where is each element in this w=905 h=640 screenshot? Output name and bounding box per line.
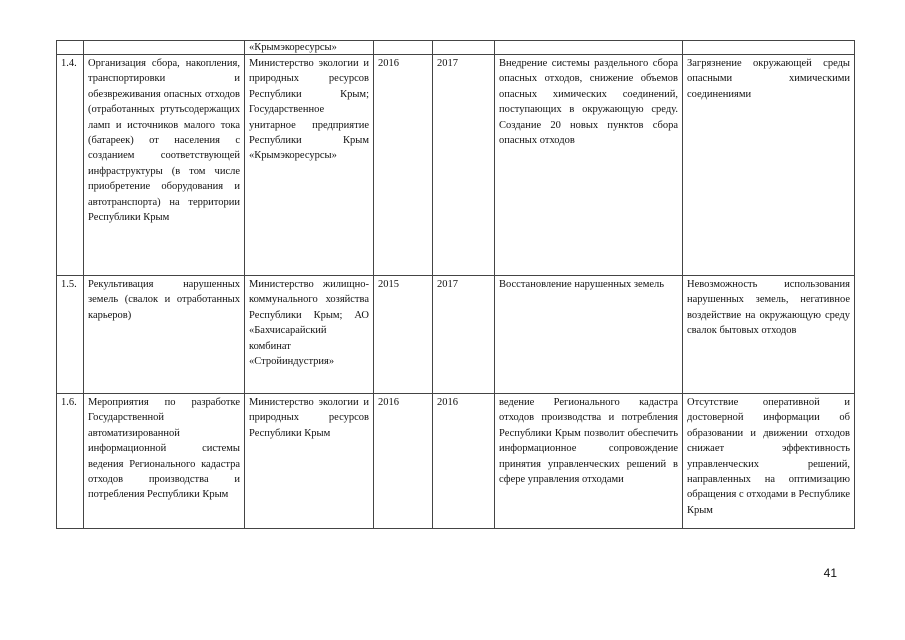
row-number-cell (57, 41, 84, 55)
row-number-cell: 1.5. (57, 276, 84, 394)
end-year-cell: 2017 (433, 55, 495, 276)
activity-cell: Организация сбора, накопления, транспортировки и обезвреживания опасных отходов (отработанных ртутьсодержащих ламп и источников малого тока (батареек) от населения с созданием соответствующей инфраструктуры (в том числе приобретение оборудования и автотранспорта) на территории Республики Крым (84, 55, 245, 276)
executor-cell: Министерство экологии и природных ресурсов Республики Крым (245, 394, 374, 529)
start-year-cell: 2016 (374, 55, 433, 276)
end-year-cell: 2016 (433, 394, 495, 529)
table-row (57, 394, 855, 529)
activity-cell: Мероприятия по разработке Государственной автоматизированной информационной системы ведения Регионального кадастра отходов производства и потребления Республики Крым (84, 394, 245, 529)
start-year-cell (374, 41, 433, 55)
executor-cell: Министерство жилищно-коммунального хозяйства Республики Крым; АО «Бахчисарайский комбинат «Стройиндустрия» (245, 276, 374, 394)
table-row (57, 41, 855, 55)
activity-cell: Рекультивация нарушенных земель (свалок и отработанных карьеров) (84, 276, 245, 394)
executor-cell: «Крымэкоресурсы» (245, 41, 374, 55)
expected-result-cell: ведение Регионального кадастра отходов производства и потребления Республики Крым позволит обеспечить информационное сопровождение принятия управленческих решений в сфере управления отходами (495, 394, 683, 529)
executor-cell: Министерство экологии и природных ресурсов Республики Крым; Государственное унитарное предприятие Республики Крым «Крымэкоресурсы» (245, 55, 374, 276)
page-number: 41 (823, 566, 837, 580)
consequence-cell: Невозможность использования нарушенных земель, негативное воздействие на окружающую среду свалок бытовых отходов (683, 276, 855, 394)
start-year-cell: 2015 (374, 276, 433, 394)
row-number-cell: 1.6. (57, 394, 84, 529)
end-year-cell: 2017 (433, 276, 495, 394)
expected-result-cell: Восстановление нарушенных земель (495, 276, 683, 394)
row-number-cell: 1.4. (57, 55, 84, 276)
end-year-cell (433, 41, 495, 55)
consequence-cell: Отсутствие оперативной и достоверной информации об образовании и движении отходов снижает эффективность управленческих решений, направленных на оптимизацию обращения с отходами в Республике Крым (683, 394, 855, 529)
program-measures-table (56, 40, 855, 529)
activity-cell (84, 41, 245, 55)
consequence-cell: Загрязнение окружающей среды опасными химическими соединениями (683, 55, 855, 276)
consequence-cell (683, 41, 855, 55)
start-year-cell: 2016 (374, 394, 433, 529)
expected-result-cell (495, 41, 683, 55)
table-row (57, 55, 855, 276)
table-row (57, 276, 855, 394)
expected-result-cell: Внедрение системы раздельного сбора опасных отходов, снижение объемов опасных химических соединений, поступающих в окружающую среду. Создание 20 новых пунктов сбора опасных отходов (495, 55, 683, 276)
